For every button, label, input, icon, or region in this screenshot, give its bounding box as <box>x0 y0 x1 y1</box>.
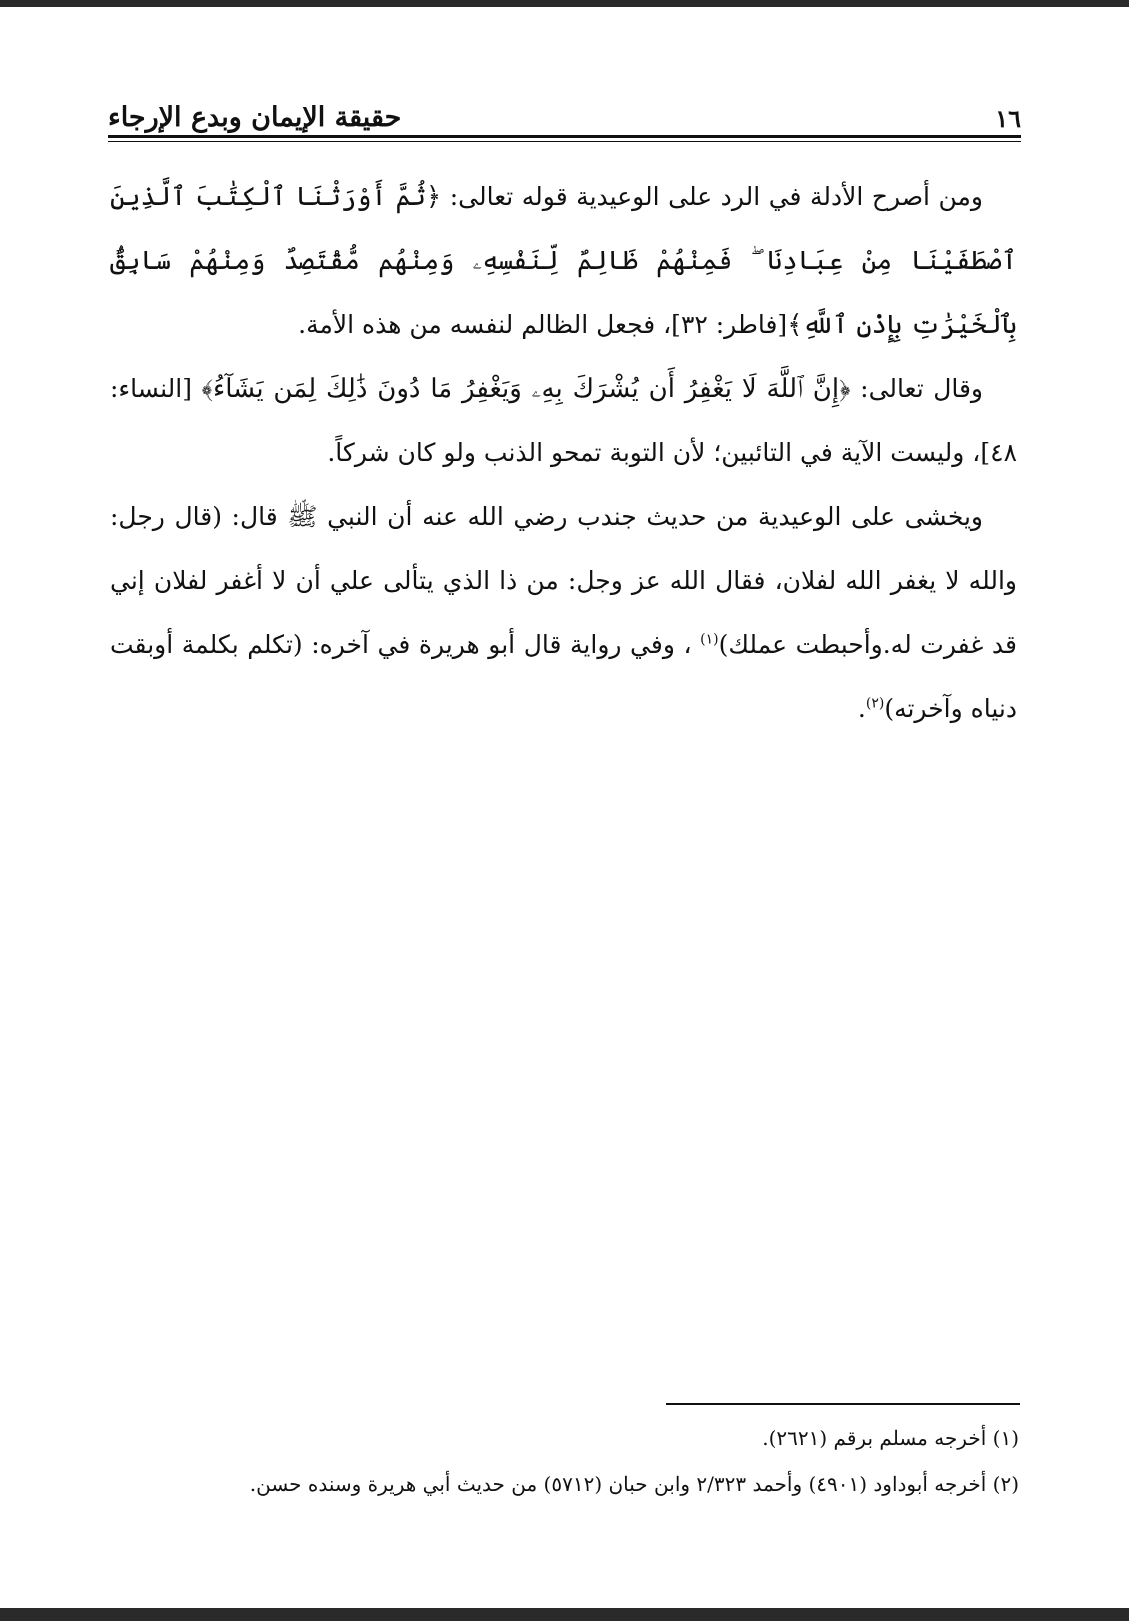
hadith-narration: ، وفي رواية قال أبو هريرة في آخره: (تكلم بكلمة أوبقت دنياه وآخرته) <box>110 630 1017 723</box>
hadith-text: ويخشى على الوعيدية من حديث جندب رضي الله عنه أن النبي ﷺ قال: (قال رجل: والله لا يغفر الله لفلان، فقال الله عز وجل: من ذا الذي يتألى علي أن لا أغفر لفلان إني قد غفرت له.وأحبطت عملك) <box>110 502 1017 659</box>
book-page <box>0 7 1129 1608</box>
quran-verse-nisa: ﴿إِنَّ ٱللَّهَ لَا يَغْفِرُ أَن يُشْرَكَ بِهِۦ وَيَغْفِرُ مَا دُونَ ذَٰلِكَ لِمَن يَشَآءُ﴾ <box>201 374 851 404</box>
paragraph-1 <box>110 165 1017 357</box>
footnote-1: (١) أخرجه مسلم برقم (٢٦٢١). <box>762 1426 1019 1450</box>
paragraph-1-intro: ومن أصرح الأدلة في الرد على الوعيدية قوله تعالى: <box>441 182 984 211</box>
paragraph-3-end: . <box>857 694 866 723</box>
quran-verse-fatir: ﴿ثُمَّ أَوْرَثْنَا ٱلْكِتَٰبَ ٱلَّذِينَ ٱصْطَفَيْنَا مِنْ عِبَادِنَا ۖ فَمِنْهُمْ ظَالِمٌ لِّنَفْسِهِۦ وَمِنْهُم مُّقْتَصِدٌ وَمِنْهُمْ سَابِقٌۢ بِٱلْخَيْرَٰتِ بِإِذْنِ ٱللَّهِ﴾ <box>110 182 1017 340</box>
footnote-marker-1[interactable]: (١) <box>700 631 719 648</box>
footnote-2: (٢) أخرجه أبوداود (٤٩٠١) وأحمد ٢/٣٢٣ وابن حبان (٥٧١٢) من حديث أبي هريرة وسنده حسن. <box>249 1472 1019 1496</box>
header-rule-thin <box>108 141 1021 142</box>
paragraph-2-intro: وقال تعالى: <box>850 374 983 403</box>
running-head <box>108 93 1021 133</box>
verse-reference-fatir: [فاطر: ٣٢]، فجعل الظالم لنفسه من هذه الأمة. <box>298 310 788 339</box>
verse-reference-nisa: [النساء: ٤٨]، وليست الآية في التائبين؛ لأن التوبة تمحو الذنب ولو كان شركاً. <box>110 374 1017 467</box>
header-rule-thick <box>108 135 1021 138</box>
main-text <box>110 165 1017 741</box>
paragraph-3 <box>110 485 1017 741</box>
paragraph-2 <box>110 357 1017 485</box>
page-number: ١٦ <box>995 104 1021 133</box>
footnote-separator <box>666 1403 1020 1405</box>
footnotes <box>110 1415 1019 1507</box>
book-title: حقيقة الإيمان وبدع الإرجاء <box>108 102 402 133</box>
footnote-marker-2[interactable]: (٢) <box>865 695 885 712</box>
